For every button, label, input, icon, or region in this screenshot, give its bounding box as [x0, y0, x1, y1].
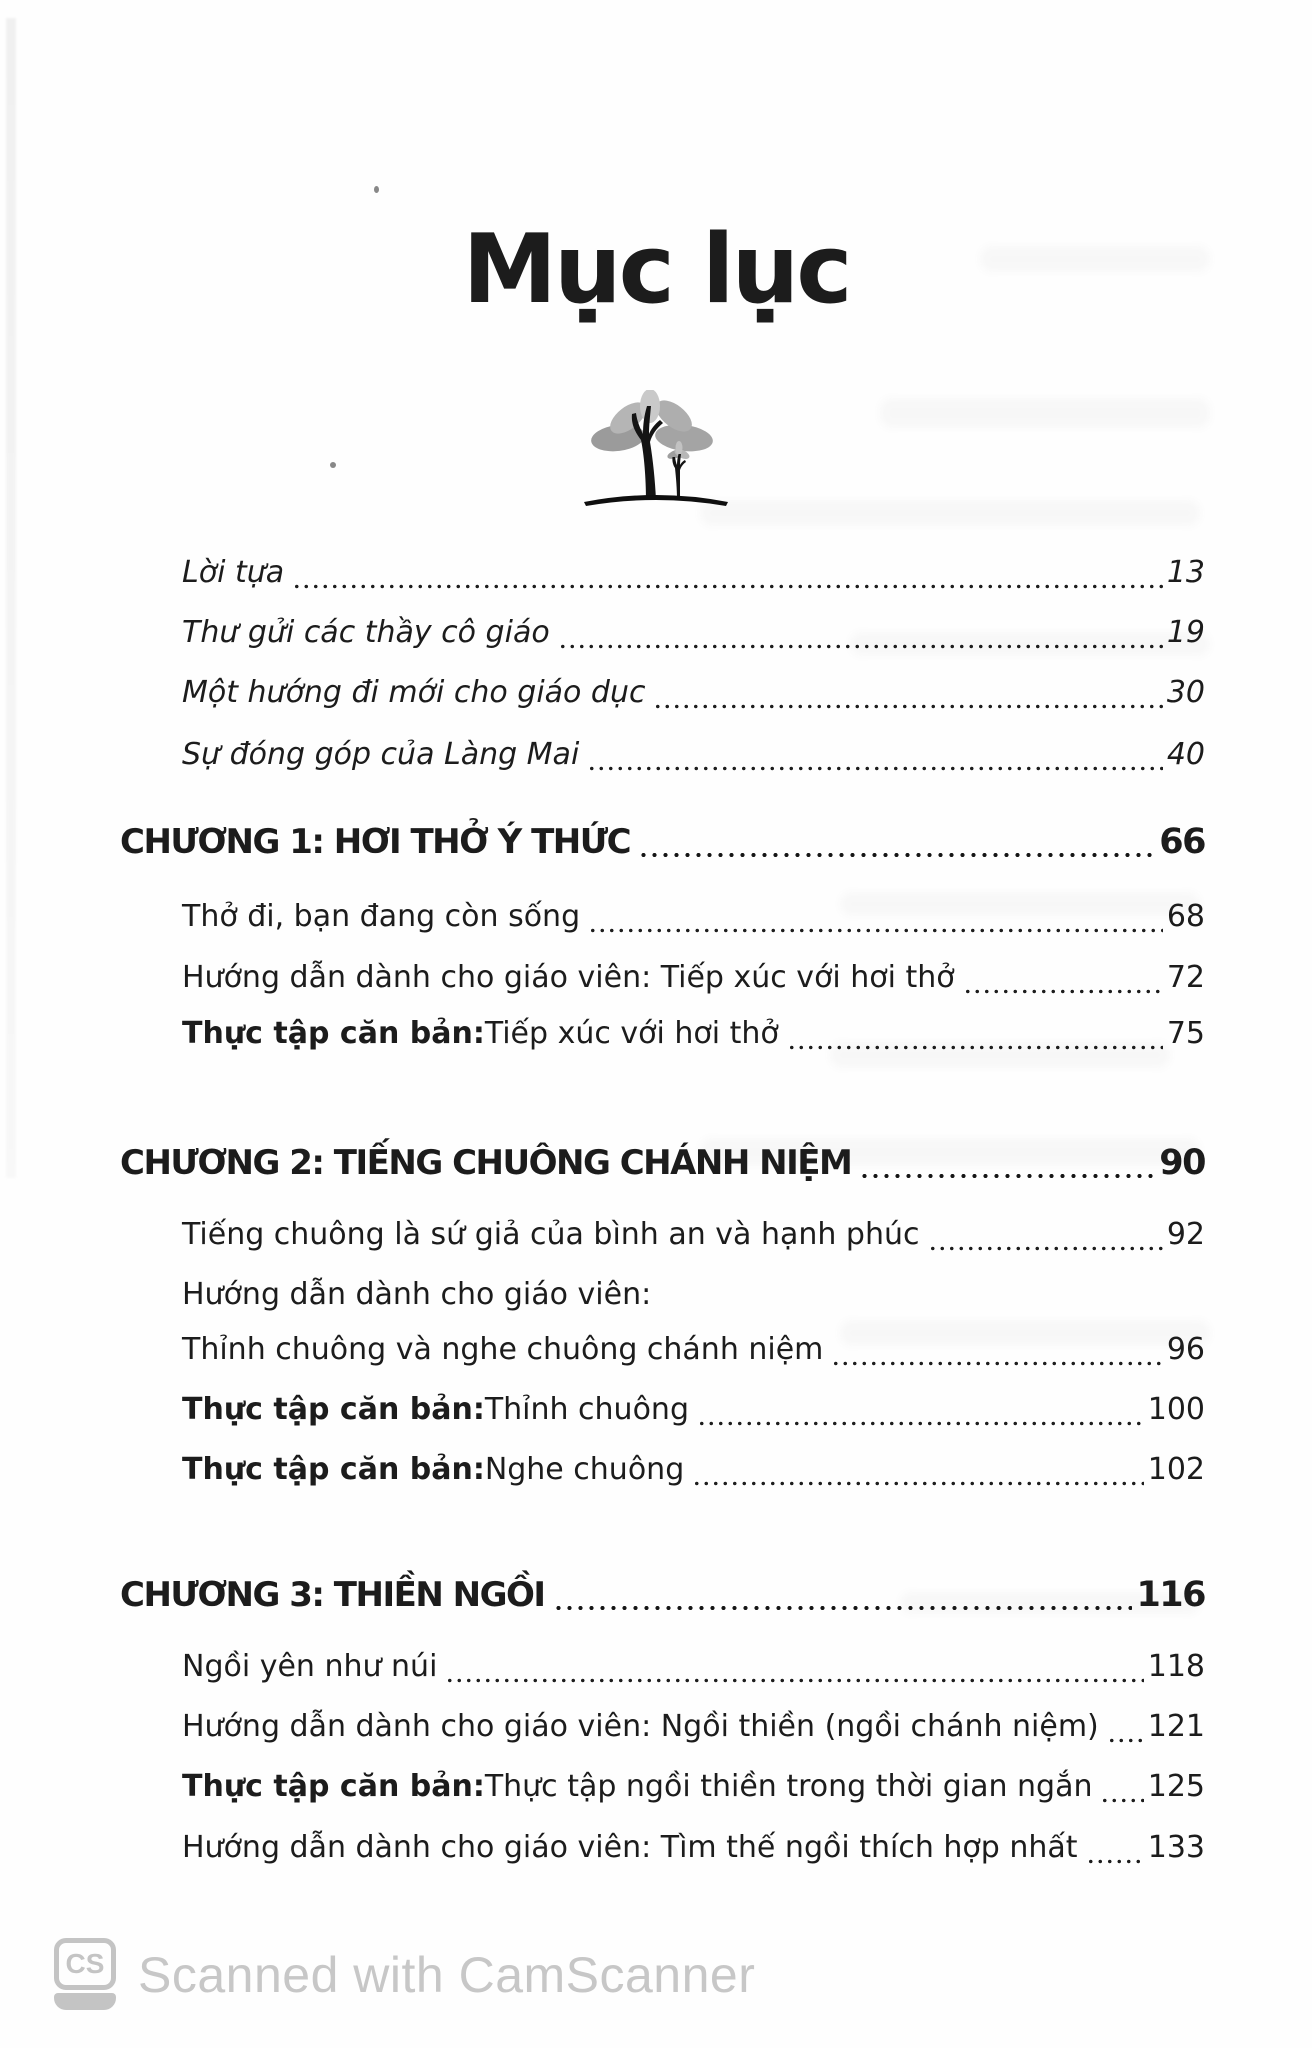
toc-entry-label: Hướng dẫn dành cho giáo viên: Ngồi thiền (ngồi chánh niệm) [182, 1709, 1099, 1744]
toc-entry-label: Một hướng đi mới cho giáo dục [182, 675, 646, 710]
toc-row [182, 1014, 1205, 1054]
scan-speck [330, 462, 336, 468]
dot-leader [587, 765, 1163, 772]
hands-tree-icon [580, 390, 732, 510]
camscanner-watermark-text: Scanned with CamScanner [138, 1947, 756, 2003]
dot-leader [1107, 1737, 1144, 1744]
dot-leader [553, 1604, 1133, 1612]
toc-entry-label: Hướng dẫn dành cho giáo viên: Tìm thế ngồi thích hợp nhất [182, 1830, 1078, 1865]
toc-row [182, 1390, 1205, 1430]
toc-page-number: 68 [1166, 899, 1205, 934]
dot-leader [692, 1480, 1143, 1487]
dot-leader [653, 703, 1162, 710]
toc-entry-label: Sự đóng góp của Làng Mai [182, 737, 580, 772]
toc-page-number: 19 [1166, 615, 1205, 650]
toc-entry-label: Thực tập ngồi thiền trong thời gian ngắn [484, 1769, 1093, 1804]
dot-leader [963, 988, 1163, 995]
toc-entry-prefix: Thực tập căn bản: [182, 1392, 485, 1427]
bleed-through-artifact [700, 500, 1200, 526]
toc-chapter-row [120, 1575, 1205, 1615]
toc-entry-label: Nghe chuông [484, 1452, 685, 1487]
toc-page-number: 121 [1147, 1709, 1205, 1744]
toc-entry-label: Tiếp xúc với hơi thở [484, 1016, 779, 1051]
dot-leader [638, 851, 1155, 859]
toc-entry-prefix: Thực tập căn bản: [182, 1016, 485, 1051]
dot-leader [1100, 1797, 1143, 1804]
toc-entry-label: Lời tựa [182, 555, 285, 590]
toc-page-number: 118 [1147, 1649, 1205, 1684]
dot-leader [787, 1044, 1163, 1051]
dot-leader [859, 1172, 1155, 1180]
toc-page-number: 90 [1159, 1143, 1205, 1183]
page-title: Mục lục [462, 215, 850, 325]
toc-chapter-row [120, 1143, 1205, 1183]
toc-entry-label: Ngồi yên như núi [182, 1649, 438, 1684]
toc-row [182, 613, 1205, 653]
dot-leader [292, 583, 1163, 590]
toc-page-number: 72 [1166, 960, 1205, 995]
toc-page-number: 125 [1147, 1769, 1205, 1804]
scan-edge-artifact [6, 18, 16, 1178]
toc-row [182, 1215, 1205, 1255]
toc-page-number: 13 [1166, 555, 1205, 590]
toc-page-number: 102 [1147, 1452, 1205, 1487]
dot-leader [697, 1420, 1144, 1427]
toc-row [182, 1647, 1205, 1687]
toc-chapter-label: CHƯƠNG 1: HƠI THỞ Ý THỨC [120, 822, 631, 862]
scan-speck [374, 186, 379, 193]
bleed-through-artifact [880, 398, 1210, 428]
toc-entry-label: Tiếng chuông là sứ giả của bình an và hạnh phúc [182, 1217, 920, 1252]
dot-leader [588, 927, 1163, 934]
toc-page-number: 116 [1136, 1575, 1205, 1615]
toc-row [182, 553, 1205, 593]
toc-chapter-row [120, 822, 1205, 862]
toc-row [182, 897, 1205, 937]
camscanner-watermark [54, 1938, 755, 2012]
camscanner-logo-icon [54, 1938, 116, 2012]
toc-row [182, 1275, 1205, 1315]
toc-entry-label: Thỉnh chuông và nghe chuông chánh niệm [182, 1332, 824, 1367]
camscanner-logo-label: CS [54, 1938, 116, 1990]
toc-page-number: 96 [1166, 1332, 1205, 1367]
toc-page-number: 133 [1147, 1830, 1205, 1865]
toc-page-number: 75 [1166, 1016, 1205, 1051]
dot-leader [445, 1677, 1143, 1684]
toc-page-number: 92 [1166, 1217, 1205, 1252]
toc-page-number: 40 [1166, 737, 1205, 772]
toc-page-number: 100 [1147, 1392, 1205, 1427]
toc-row [182, 1450, 1205, 1490]
toc-row [182, 1767, 1205, 1807]
toc-entry-label: Hướng dẫn dành cho giáo viên: Tiếp xúc với hơi thở [182, 960, 955, 995]
toc-entry-prefix: Thực tập căn bản: [182, 1452, 485, 1487]
toc-entry-label: Thỉnh chuông [484, 1392, 689, 1427]
toc-entry-prefix: Thực tập căn bản: [182, 1769, 485, 1804]
dot-leader [831, 1360, 1162, 1367]
toc-page-number: 30 [1166, 675, 1205, 710]
toc-row [182, 1828, 1205, 1868]
toc-chapter-label: CHƯƠNG 2: TIẾNG CHUÔNG CHÁNH NIỆM [120, 1143, 852, 1183]
toc-entry-label: Hướng dẫn dành cho giáo viên: [182, 1277, 652, 1312]
toc-entry-label: Thư gửi các thầy cô giáo [182, 615, 550, 650]
toc-row [182, 735, 1205, 775]
dot-leader [928, 1245, 1163, 1252]
dot-leader [558, 643, 1163, 650]
toc-page-number: 66 [1159, 822, 1205, 862]
toc-entry-label: Thở đi, bạn đang còn sống [182, 899, 581, 934]
dot-leader [1086, 1858, 1144, 1865]
toc-chapter-label: CHƯƠNG 3: THIỀN NGỒI [120, 1575, 545, 1615]
toc-row [182, 673, 1205, 713]
toc-row [182, 1330, 1205, 1370]
toc-row [182, 958, 1205, 998]
toc-row [182, 1707, 1205, 1747]
